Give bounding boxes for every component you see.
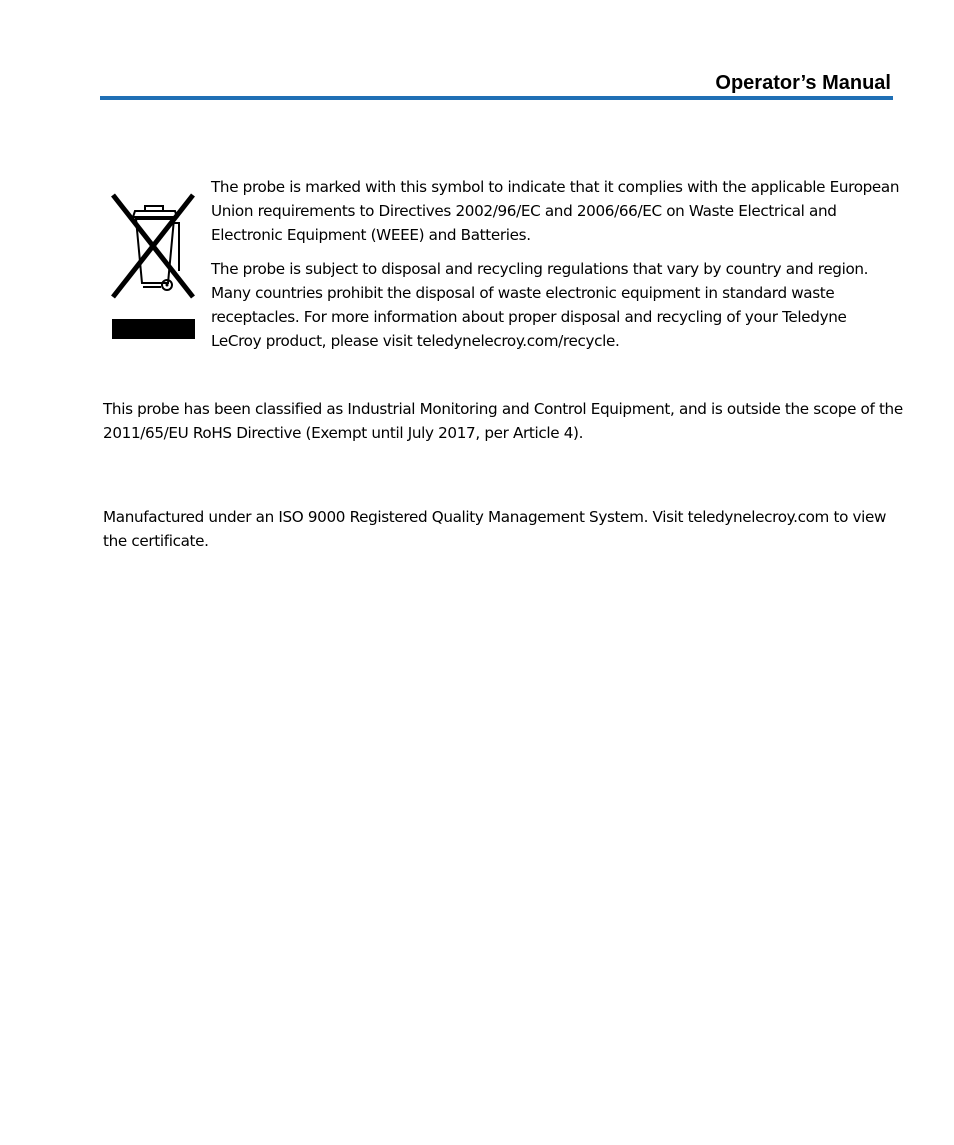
page-header-title: Operator’s Manual <box>715 72 891 94</box>
rohs-section <box>103 397 903 445</box>
weee-disposal-paragraph: The probe is subject to disposal and recycling regulations that vary by country and region. Many countries prohibit the disposal of waste electronic equipment in standard waste receptacles. For more information about proper disposal and recycling of your Teledyne LeCroy product, please visit teledynelecroy.com/recycle. <box>211 260 869 350</box>
weee-compliance-paragraph: The probe is marked with this symbol to indicate that it complies with the applicable European Union requirements to Directives 2002/96/EC and 2006/66/EC on Waste Electrical and Electronic Equipment (WEEE) and Batteries. <box>211 178 900 244</box>
weee-text-block <box>211 175 901 353</box>
iso-paragraph: Manufactured under an ISO 9000 Registered Quality Management System. Visit teledynelecroy.com to view the certificate. <box>103 508 887 550</box>
rohs-paragraph: This probe has been classified as Industrial Monitoring and Control Equipment, and is outside the scope of the 2011/65/EU RoHS Directive (Exempt until July 2017, per Article 4). <box>103 400 903 442</box>
crossed-out-wheelie-bin-icon <box>109 191 197 341</box>
header-divider <box>100 96 893 100</box>
iso-section <box>103 505 903 553</box>
